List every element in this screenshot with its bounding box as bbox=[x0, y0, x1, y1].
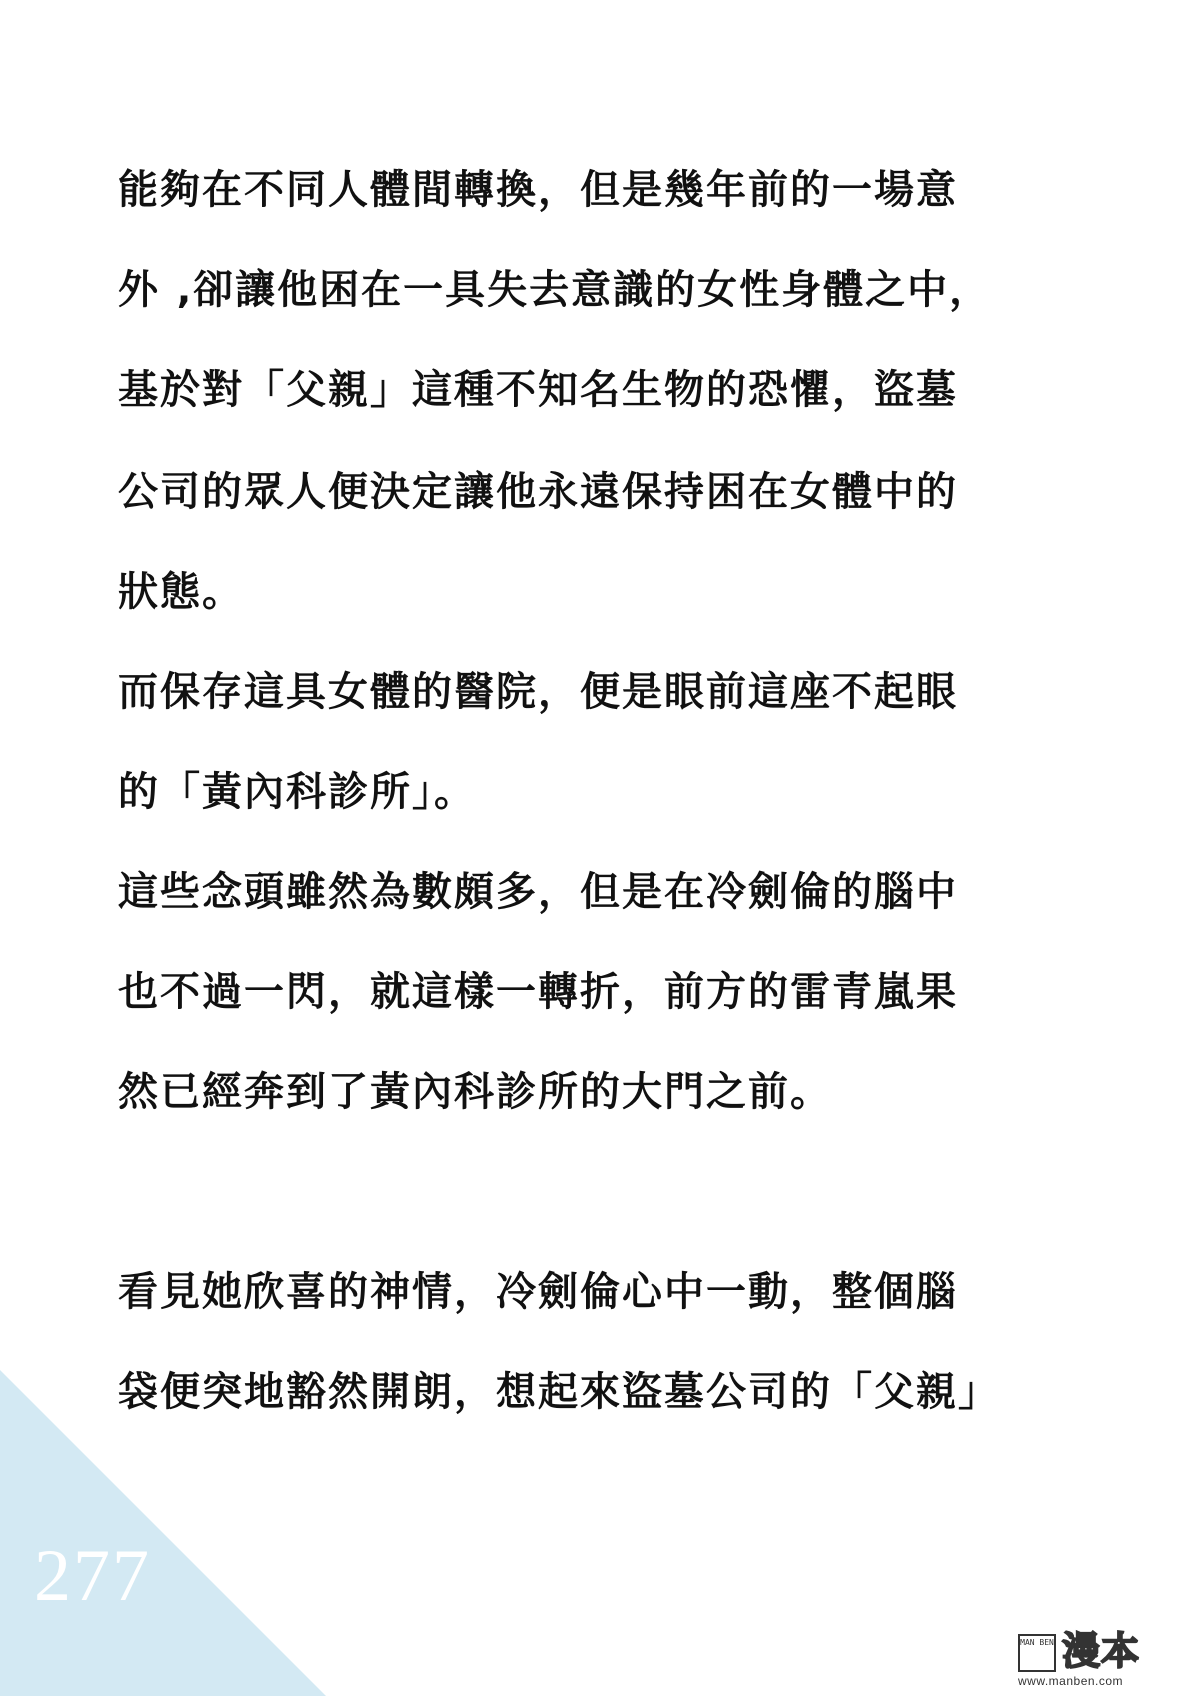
text-line-9: 也不過一閃，就這樣一轉折，前方的雷青嵐果 bbox=[118, 969, 958, 1015]
text-line-11: 看見她欣喜的神情，冷劍倫心中一動，整個腦 bbox=[118, 1269, 958, 1315]
text-line-8: 這些念頭雖然為數頗多，但是在冷劍倫的腦中 bbox=[118, 869, 958, 915]
text-line-7: 的「黃內科診所」。 bbox=[118, 769, 476, 815]
page-number: 277 bbox=[34, 1535, 151, 1617]
text-line-5: 狀態。 bbox=[118, 569, 244, 615]
watermark-box: MAN BEN bbox=[1018, 1634, 1056, 1672]
text-line-3: 基於對「父親」這種不知名生物的恐懼，盜墓 bbox=[118, 367, 958, 413]
text-line-12: 袋便突地豁然開朗，想起來盜墓公司的「父親」 bbox=[118, 1369, 1000, 1415]
text-line-6: 而保存這具女體的醫院，便是眼前這座不起眼 bbox=[118, 669, 958, 715]
text-line-1: 能夠在不同人體間轉換，但是幾年前的一場意 bbox=[118, 167, 958, 213]
watermark-cjk: 漫本 bbox=[1062, 1629, 1141, 1673]
corner-decoration bbox=[0, 1370, 326, 1696]
watermark-url: www.manben.com bbox=[1018, 1674, 1124, 1688]
text-line-2: 外 ‚卻讓他困在一具失去意識的女性身體之中， bbox=[118, 267, 992, 313]
watermark-logo bbox=[1018, 1629, 1188, 1688]
text-line-10: 然已經奔到了黃內科診所的大門之前。 bbox=[118, 1069, 832, 1115]
text-line-4: 公司的眾人便決定讓他永遠保持困在女體中的 bbox=[118, 469, 958, 515]
